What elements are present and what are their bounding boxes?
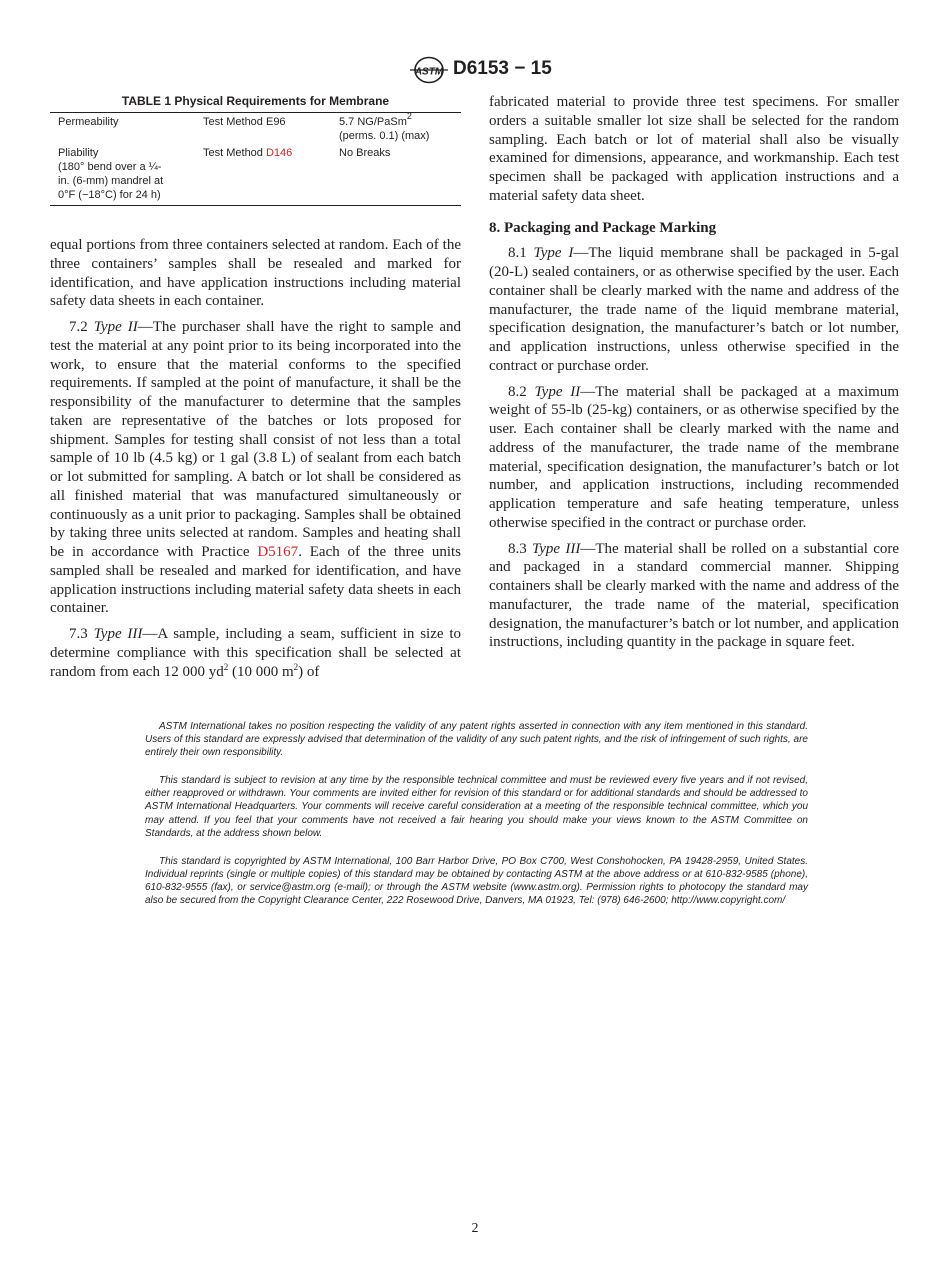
- astm-logo-icon: [409, 56, 449, 84]
- right-column: [489, 93, 899, 659]
- legal-notices: [145, 720, 808, 922]
- paragraph-8-1: 8.1 Type I—The liquid membrane shall be packaged in 5-gal (20-L) sealed containers, or as otherwise specified by the user. Each container shall be clearly marked with the name and address of the manufacturer, the trade name of the liquid membrane material, specification designation, the manufacturer’s batch or lot number, and application instructions, unless otherwise specified in the contract or purchase order.: [489, 245, 900, 374]
- copyright-notice: This standard is copyrighted by ASTM International, 100 Barr Harbor Drive, PO Box C700, West Conshohocken, PA 19428-2959, United States. Individual reprints (single or multiple copies) of this standard may be obtained by contacting ASTM at the above address or at 610-832-9585 (phone), 610-832-9555 (fax), or service@astm.org (e-mail); or through the ASTM website (www.astm.org). Permission rights to photocopy the standard may also be secured from the Copyright Clearance Center, 222 Rosewood Drive, Danvers, MA 01923, Tel: (978) 646-2600; http://www.copyright.com/: [145, 855, 808, 907]
- property-cell: Permeability: [58, 116, 119, 128]
- requirements-table: [50, 92, 461, 206]
- table-caption: TABLE 1 Physical Requirements for Membrane: [121, 94, 390, 108]
- document-id: D6153 − 15: [453, 58, 552, 79]
- paragraph-8-3: 8.3 Type III—The material shall be rolled on a substantial core and packaged in a standard commercial manner. Shipping containers shall be clearly marked with the name and address of the manufacturer, the trade name of the material, specification designation, the manufacturer’s batch or lot number, and application instructions, including quantity in the package in square feet.: [489, 540, 899, 651]
- d146-link[interactable]: D146: [265, 147, 293, 159]
- paragraph-7-1-continued: equal portions from three containers selected at random. Each of the three containers’ samples shall be resealed and marked for identification, and have application instructions including material safety data sheets in each container.: [50, 237, 461, 310]
- method-cell: Test Method D146: [203, 147, 293, 159]
- section-heading: 8. Packaging and Package Marking: [489, 219, 717, 236]
- property-cell: Pliability (180° bend over a ¼- in. (6-mm) mandrel at 0°F (−18°C) for 24 h): [58, 147, 164, 201]
- paragraph-8-2: 8.2 Type II—The material shall be packaged at a maximum weight of 55-lb (25-kg) containers, or as otherwise specified by the user. Each container shall be clearly marked with the name and address of the manufacturer, the trade name of the membrane material, specification designation, the manufacturer’s batch or lot number, and application instructions, including recommended application temperature and safe heating temperature, unless otherwise specified in the contract or purchase order.: [489, 383, 900, 531]
- table-row: [50, 144, 461, 203]
- method-cell: Test Method E96: [203, 116, 286, 128]
- requirement-cell: No Breaks: [339, 147, 391, 159]
- svg-text:ASTM: ASTM: [414, 66, 444, 78]
- page-header: [0, 56, 950, 86]
- revision-notice: This standard is subject to revision at any time by the responsible technical committee and must be reviewed every five years and if not revised, either reapproved or withdrawn. Your comments are invited either for revision of this standard or for additional standards and should be addressed to ASTM International Headquarters. Your comments will receive careful consideration at a meeting of the responsible technical committee, which you may attend. If you feel that your comments have not received a fair hearing you should make your views known to the ASTM Committee on Standards, at the address shown below.: [145, 775, 808, 839]
- paragraph-7-3: 7.3 Type III—A sample, including a seam, sufficient in size to determine compliance with this specification shall be selected at random from each 12 000 $yd^2$ (10 000 $m^2$) of: [50, 626, 462, 680]
- paragraph-7-3-continued: fabricated material to provide three test specimens. For smaller orders a suitable smaller lot size shall be selected for the random sampling. Each batch or lot of material shall also be visually examined for dimensions, appearance, and workmanship. Each test specimen shall be packaged with application instructions and a material safety data sheet.: [489, 94, 899, 204]
- patent-notice: ASTM International takes no position respecting the validity of any patent rights asserted in connection with any item mentioned in this standard. Users of this standard are expressly advised that determination of the validity of any such patent rights, and the risk of infringement of such rights, are entirely their own responsibility.: [145, 721, 808, 759]
- table-row: [50, 113, 461, 144]
- requirement-cell: 5.7 NG/PaSm$^2$ (perms. 0.1) (max): [339, 111, 430, 142]
- page-number: 2: [471, 1221, 479, 1236]
- left-column: [50, 236, 461, 688]
- table-rule: [50, 205, 461, 206]
- paragraph-7-2: 7.2 Type II—The purchaser shall have the right to sample and test the material at any point prior to its being incorporated into the work, to ensure that the material conforms to the specified requirements. If sampled at the point of manufacture, it shall be the responsibility of the manufacturer to determine that the samples taken are representative of the batches or lots proposed for shipment. Samples for testing shall consist of not less than a total sample of 10 lb (4.5 kg) or 1 gal (3.8 L) of sealant from each batch or lot submitted for sampling. A batch or lot shall be considered as all finished material that was manufactured simultaneously or continuously as a unit prior to packaging. Samples shall be obtained by taking three units selected at random. Samples and heating shall be in accordance with Practice D5167. Each of the three units sampled shall be resealed and marked for identification, and have application instructions including material safety data sheets in each container.: [50, 319, 461, 617]
- d5167-link[interactable]: D5167: [257, 544, 299, 560]
